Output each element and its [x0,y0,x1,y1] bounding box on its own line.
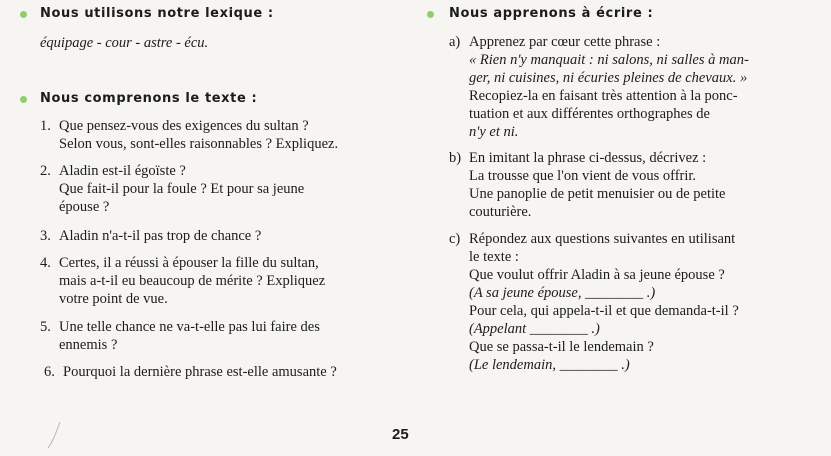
exercise-letter: c) [449,231,461,247]
question-line: épouse ? [59,199,110,215]
lexique-words: équipage - cour - astre - écu. [40,35,209,51]
bullet-icon [20,96,27,103]
exercise-line: Que se passa-t-il le lendemain ? [469,339,654,355]
question-number: 1. [40,118,51,134]
exercise-line: (Appelant ________ .) [469,321,600,337]
exercise-line: tuation et aux différentes orthographes de [469,106,710,122]
pencil-mark-icon [46,420,68,450]
exercise-line: En imitant la phrase ci-dessus, décrivez : [469,150,707,166]
exercise-line: Apprenez par cœur cette phrase : [469,34,661,50]
question-line: Une telle chance ne va-t-elle pas lui faire des [59,319,320,335]
ecrire-title: Nous apprenons à écrire : [449,6,654,21]
question-line: Selon vous, sont-elles raisonnables ? Expliquez. [59,136,339,152]
question-number: 3. [40,228,51,244]
question-line: Certes, il a réussi à épouser la fille du sultan, [59,255,319,271]
question-line: votre point de vue. [59,291,168,307]
exercise-line: (Le lendemain, ________ .) [469,357,630,373]
exercise-line: Recopiez-la en faisant très attention à la ponc- [469,88,738,104]
exercise-line: Pour cela, qui appela-t-il et que demanda-t-il ? [469,303,739,319]
question-number: 2. [40,163,51,179]
question-number: 6. [44,364,55,380]
exercise-line: ger, ni cuisines, ni écuries pleines de chevaux. » [469,70,748,86]
question-line: mais a-t-il eu beaucoup de mérite ? Expliquez [59,273,326,289]
exercise-line: (A sa jeune épouse, ________ .) [469,285,656,301]
exercise-letter: b) [449,150,462,166]
exercise-line: le texte : [469,249,519,265]
exercise-line: Répondez aux questions suivantes en utilisant [469,231,736,247]
question-line: Aladin n'a-t-il pas trop de chance ? [59,228,262,244]
exercise-line: couturière. [469,204,532,220]
bullet-icon [20,11,27,18]
exercise-line: Que voulut offrir Aladin à sa jeune épouse ? [469,267,725,283]
exercise-line: « Rien n'y manquait : ni salons, ni salles à man- [469,52,749,68]
question-line: Pourquoi la dernière phrase est-elle amusante ? [63,364,337,380]
question-line: Que pensez-vous des exigences du sultan ? [59,118,309,134]
page-number: 25 [392,426,409,443]
question-line: ennemis ? [59,337,118,353]
comprehension-title: Nous comprenons le texte : [40,91,258,106]
exercise-letter: a) [449,34,461,50]
question-line: Aladin est-il égoïste ? [59,163,186,179]
bullet-icon [427,11,434,18]
exercise-line: La trousse que l'on vient de vous offrir. [469,168,697,184]
lexique-title: Nous utilisons notre lexique : [40,6,274,21]
question-number: 5. [40,319,51,335]
exercise-line: n'y et ni. [469,124,519,140]
exercise-line: Une panoplie de petit menuisier ou de petite [469,186,726,202]
question-line: Que fait-il pour la foule ? Et pour sa jeune [59,181,305,197]
question-number: 4. [40,255,51,271]
